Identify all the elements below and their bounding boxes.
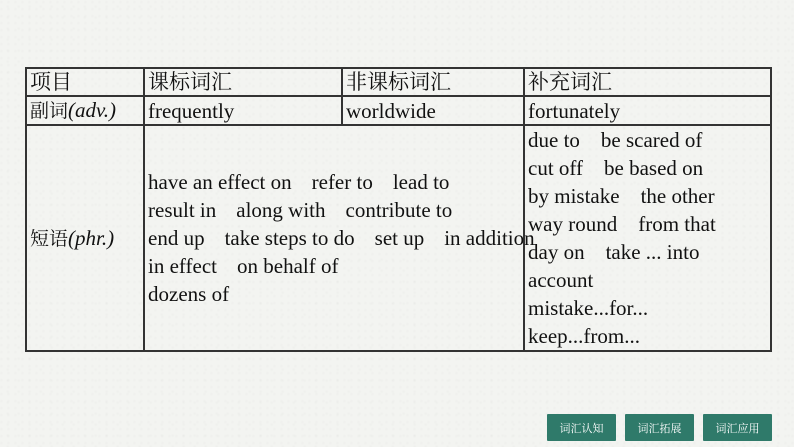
phrase-curriculum <box>144 125 535 351</box>
adverb-label-abbr: (adv.) <box>68 98 117 122</box>
table-header-row <box>26 68 771 96</box>
supplementary-line: day on take ... into <box>528 240 700 264</box>
header-supplementary: 补充词汇 <box>524 68 771 96</box>
adverb-non-curriculum: worldwide <box>342 96 524 125</box>
phrase-label-cn: 短语 <box>30 227 69 250</box>
phrase-item: in addition <box>444 226 535 250</box>
phrase-item: along with <box>236 198 326 222</box>
phrase-supplementary <box>524 125 771 351</box>
section-nav <box>547 414 772 441</box>
phrase-item: end up <box>148 226 205 250</box>
adverb-supplementary: fortunately <box>524 96 771 125</box>
phrase-item: in effect <box>148 254 217 278</box>
nav-button-vocab-recognition[interactable]: 词汇认知 <box>547 414 616 441</box>
phrase-item: on behalf of <box>237 254 339 278</box>
phrase-item: take steps to do <box>224 226 355 250</box>
adverb-label <box>26 96 144 125</box>
supplementary-line: account <box>528 268 594 292</box>
header-item: 项目 <box>26 68 144 96</box>
supplementary-line: way round from that <box>528 212 716 236</box>
header-non-curriculum: 非课标词汇 <box>342 68 524 96</box>
supplementary-line: by mistake the other <box>528 184 715 208</box>
phrase-item: result in <box>148 198 217 222</box>
phrase-item: dozens of <box>148 282 230 306</box>
adverb-label-cn: 副词 <box>30 100 69 122</box>
vocabulary-table <box>25 67 772 352</box>
phrase-item: refer to <box>311 170 373 194</box>
header-curriculum: 课标词汇 <box>144 68 342 96</box>
nav-button-vocab-application[interactable]: 词汇应用 <box>703 414 772 441</box>
adverb-curriculum: frequently <box>144 96 342 125</box>
phrase-row <box>26 125 771 351</box>
phrase-item: set up <box>374 226 425 250</box>
phrase-label-abbr: (phr.) <box>68 225 115 250</box>
supplementary-line: mistake...for... <box>528 296 649 320</box>
supplementary-line: keep...from... <box>528 324 640 348</box>
phrase-item: contribute to <box>345 198 453 222</box>
supplementary-line: due to be scared of <box>528 128 703 152</box>
phrase-item: have an effect on <box>148 170 292 194</box>
nav-button-vocab-expansion[interactable]: 词汇拓展 <box>625 414 694 441</box>
supplementary-line: cut off be based on <box>528 156 704 180</box>
phrase-label <box>26 125 144 351</box>
phrase-item: lead to <box>392 170 450 194</box>
adverb-row <box>26 96 771 125</box>
